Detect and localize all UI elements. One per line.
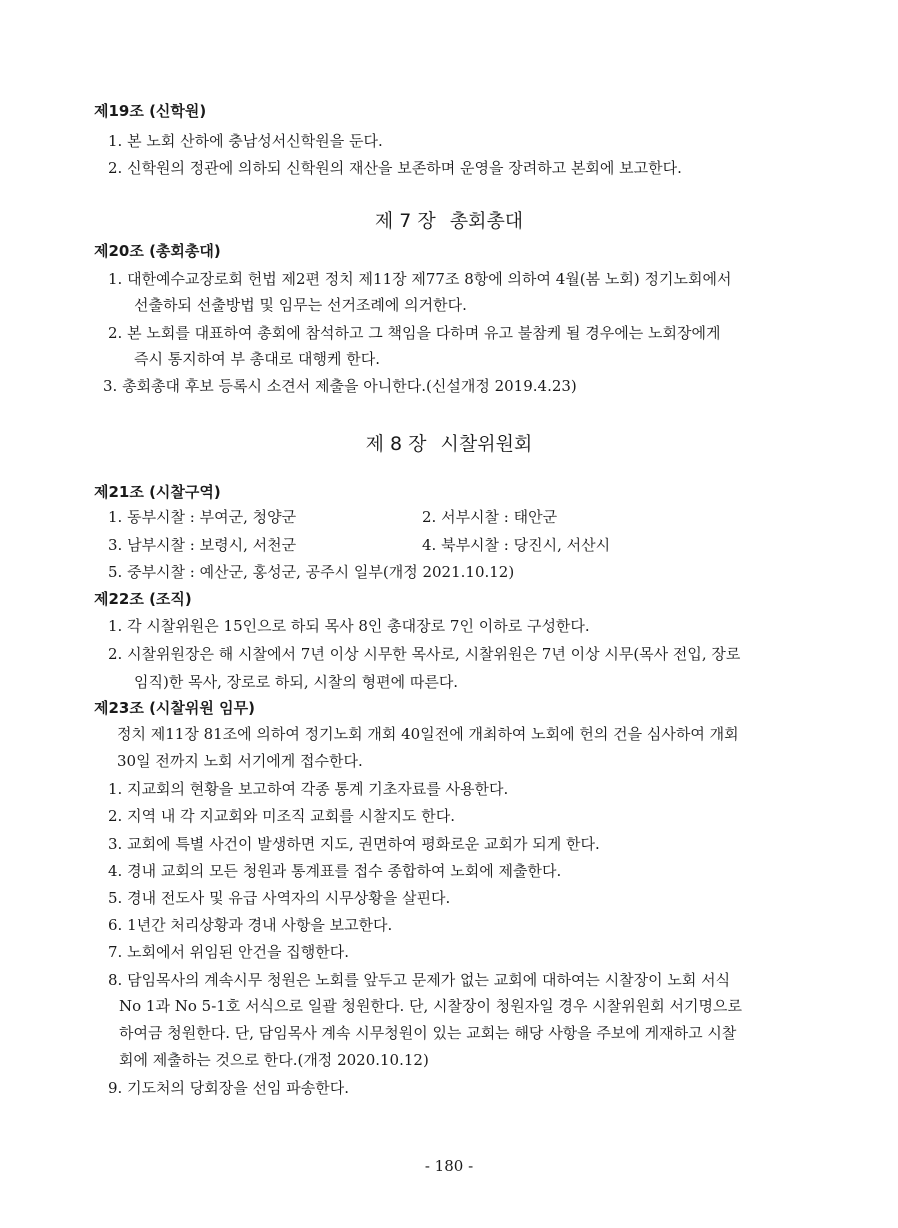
article-22-item-2: 2. 시찰위원장은 해 시찰에서 7년 이상 시무한 목사로, 시찰위원은 7년 이상 시무(목사 전입, 장로 — [108, 645, 741, 663]
article-23-item-4: 4. 경내 교회의 모든 청원과 통계표를 접수 종합하여 노회에 제출한다. — [108, 862, 562, 880]
article-23-item-3: 3. 교회에 특별 사건이 발생하면 지도, 권면하여 평화로운 교회가 되게 한다. — [108, 835, 600, 853]
chapter-7-heading — [0, 208, 898, 234]
article-23-item-8-cont-2: 하여금 청원한다. 단, 담임목사 계속 시무청원이 있는 교회는 해당 사항을 주보에 게재하고 시찰 — [119, 1024, 737, 1042]
article-22-item-1: 1. 각 시찰위원은 15인으로 하되 목사 8인 총대장로 7인 이하로 구성한다. — [108, 617, 590, 635]
article-19-item-1: 1. 본 노회 산하에 충남성서신학원을 둔다. — [108, 132, 383, 150]
article-19-item-2: 2. 신학원의 정관에 의하되 신학원의 재산을 보존하며 운영을 장려하고 본회에 보고한다. — [108, 159, 682, 177]
article-23-item-8-cont-3: 회에 제출하는 것으로 한다.(개정 2020.10.12) — [119, 1051, 429, 1069]
chapter-7-name: 총회총대 — [449, 210, 524, 232]
chapter-8-number: 제 8 장 — [365, 433, 427, 455]
article-20-title: 제20조 (총회총대) — [94, 242, 221, 260]
article-22-title: 제22조 (조직) — [94, 590, 192, 608]
article-23-item-7: 7. 노회에서 위임된 안건을 집행한다. — [108, 943, 350, 961]
chapter-7-number: 제 7 장 — [374, 210, 436, 232]
district-east: 1. 동부시찰 : 부여군, 청양군 — [108, 508, 297, 526]
article-23-item-1: 1. 지교회의 현황을 보고하여 각종 통계 기초자료를 사용한다. — [108, 780, 509, 798]
district-west: 2. 서부시찰 : 태안군 — [422, 508, 558, 526]
chapter-8-heading — [0, 431, 898, 457]
article-21-title: 제21조 (시찰구역) — [94, 483, 221, 501]
article-23-title: 제23조 (시찰위원 임무) — [94, 699, 255, 717]
article-23-item-8-cont-1: No 1과 No 5-1호 서식으로 일괄 청원한다. 단, 시찰장이 청원자일 경우 시찰위원회 서기명으로 — [119, 997, 742, 1015]
article-23-item-2: 2. 지역 내 각 지교회와 미조직 교회를 시찰지도 한다. — [108, 807, 456, 825]
article-23-item-6: 6. 1년간 처리상황과 경내 사항을 보고한다. — [108, 916, 393, 934]
article-20-item-1-cont: 선출하되 선출방법 및 임무는 선거조례에 의거한다. — [134, 296, 467, 314]
article-23-item-8: 8. 담임목사의 계속시무 청원은 노회를 앞두고 문제가 없는 교회에 대하여는 시찰장이 노회 서식 — [108, 971, 731, 989]
article-19-title: 제19조 (신학원) — [94, 102, 207, 120]
article-20-item-2: 2. 본 노회를 대표하여 총회에 참석하고 그 책임을 다하며 유고 불참케 될 경우에는 노회장에게 — [108, 324, 721, 342]
page-number: - 180 - — [424, 1157, 474, 1175]
article-23-item-5: 5. 경내 전도사 및 유급 사역자의 시무상황을 살핀다. — [108, 889, 451, 907]
article-23-intro-cont: 30일 전까지 노회 서기에게 접수한다. — [117, 752, 363, 770]
article-20-item-3: 3. 총회총대 후보 등록시 소견서 제출을 아니한다.(신설개정 2019.4.23) — [103, 377, 577, 395]
article-20-item-1: 1. 대한예수교장로회 헌법 제2편 정치 제11장 제77조 8항에 의하여 4월(봄 노회) 정기노회에서 — [108, 270, 732, 288]
article-20-item-2-cont: 즉시 통지하여 부 총대로 대행케 한다. — [134, 350, 380, 368]
district-south: 3. 남부시찰 : 보령시, 서천군 — [108, 536, 297, 554]
article-22-item-2-cont: 임직)한 목사, 장로로 하되, 시찰의 형편에 따른다. — [134, 673, 459, 691]
chapter-8-name: 시찰위원회 — [440, 433, 533, 455]
district-north: 4. 북부시찰 : 당진시, 서산시 — [422, 536, 611, 554]
district-central: 5. 중부시찰 : 예산군, 홍성군, 공주시 일부(개정 2021.10.12) — [108, 563, 515, 581]
article-23-intro: 정치 제11장 81조에 의하여 정기노회 개회 40일전에 개최하여 노회에 헌의 건을 심사하여 개회 — [117, 725, 739, 743]
article-23-item-9: 9. 기도처의 당회장을 선임 파송한다. — [108, 1079, 350, 1097]
